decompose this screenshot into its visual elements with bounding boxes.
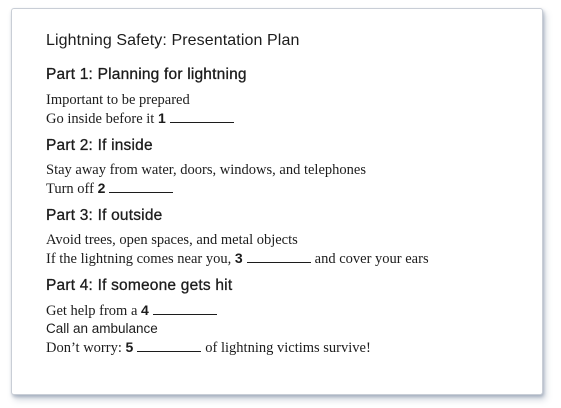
plan-line: [46, 301, 536, 320]
answer-blank[interactable]: [170, 121, 234, 123]
plan-line: [46, 109, 536, 128]
line-text-after: of lightning victims survive!: [205, 340, 371, 356]
presentation-plan-card: [11, 8, 543, 395]
blank-number: 3: [234, 250, 243, 266]
section-heading: Part 1: Planning for lightning: [46, 66, 247, 83]
answer-blank[interactable]: [109, 191, 173, 193]
line-text: Turn off: [46, 181, 94, 197]
blank-number: 5: [125, 339, 134, 355]
line-text-after: and cover your ears: [314, 251, 429, 267]
plan-line: [46, 179, 536, 198]
line-text: Stay away from water, doors, windows, and telephones: [46, 162, 366, 178]
section-part-1: [46, 65, 536, 128]
section-part-3: [46, 206, 536, 268]
line-text: Don’t worry:: [46, 340, 122, 356]
line-text: Go inside before it: [46, 111, 155, 127]
line-text: Avoid trees, open spaces, and metal objects: [46, 232, 298, 248]
line-text: If the lightning comes near you,: [46, 251, 232, 267]
plan-line: [46, 161, 536, 179]
section-part-2: [46, 136, 536, 198]
blank-number: 1: [157, 110, 166, 126]
plan-line: [46, 338, 536, 357]
page-title: Lightning Safety: Presentation Plan: [46, 32, 300, 49]
section-heading: Part 2: If inside: [46, 137, 153, 154]
blank-number: 4: [141, 302, 149, 318]
blank-number: 2: [97, 180, 106, 196]
plan-line: [46, 249, 536, 268]
section-heading: Part 3: If outside: [46, 207, 163, 224]
answer-blank[interactable]: [247, 261, 311, 263]
plan-line: [46, 231, 536, 249]
line-text: Get help from a: [46, 303, 138, 319]
line-text: Call an ambulance: [46, 321, 158, 336]
plan-line: [46, 320, 536, 338]
section-heading: Part 4: If someone gets hit: [46, 277, 233, 294]
answer-blank[interactable]: [137, 350, 201, 352]
plan-content: [46, 31, 536, 357]
line-text: Important to be prepared: [46, 92, 190, 108]
section-part-4: [46, 276, 536, 357]
plan-line: [46, 91, 536, 109]
answer-blank[interactable]: [153, 313, 217, 315]
